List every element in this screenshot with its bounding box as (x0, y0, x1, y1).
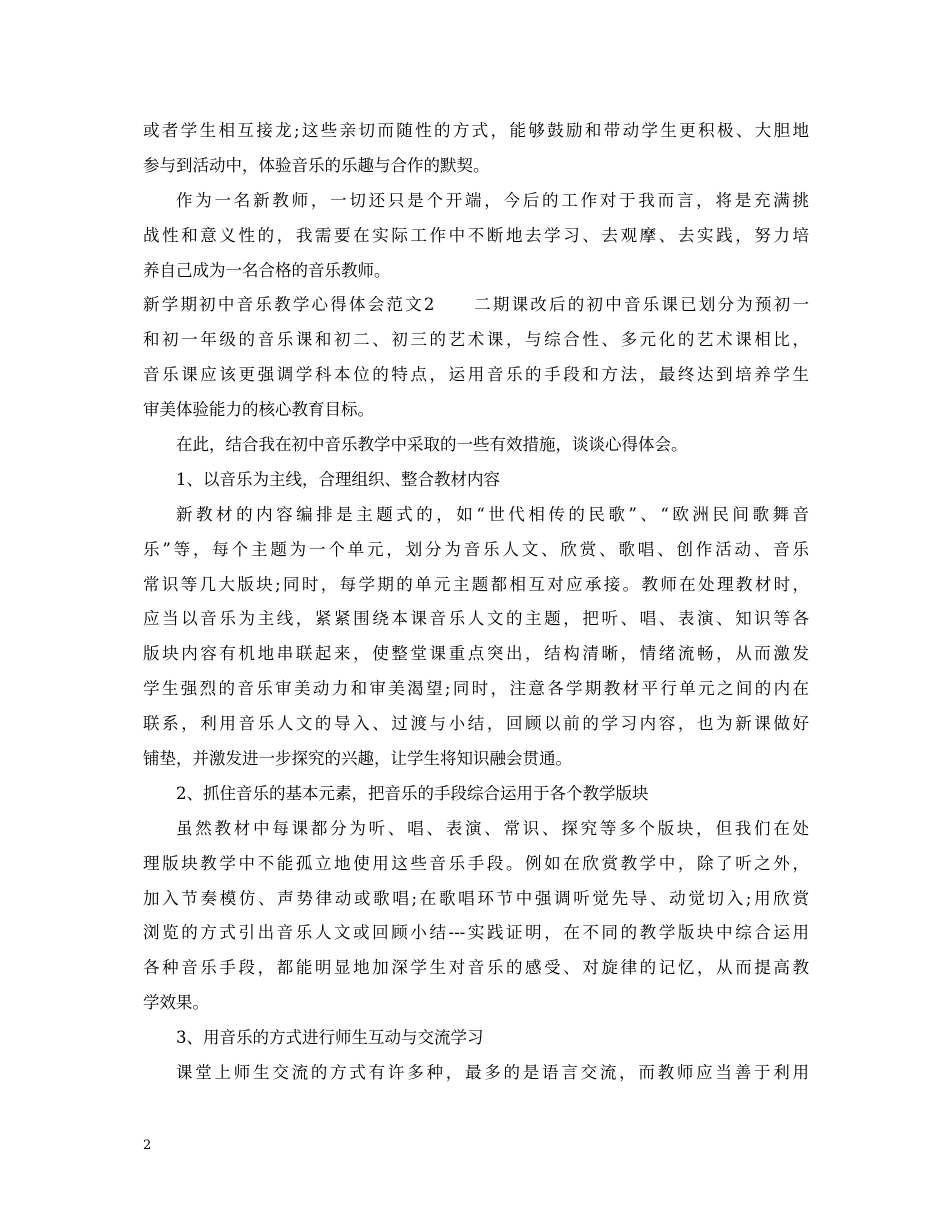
text-line: 虽然教材中每课都分为听、唱、表演、常识、探究等多个版块，但我们在处 (176, 818, 809, 838)
text-line: 新教材的内容编排是主题式的，如“世代相传的民歌”、“欧洲民间歌舞音 (176, 504, 809, 524)
page-number: 2 (143, 1138, 152, 1153)
text-line: 浏览的方式引出音乐人文或回顾小结---实践证明，在不同的教学版块中综合运用 (143, 923, 809, 943)
text-line: 学生强烈的音乐审美动力和审美渴望;同时，注意各学期教材平行单元之间的内在 (143, 679, 809, 699)
text-line: 3、用音乐的方式进行师生互动与交流学习 (176, 1028, 484, 1048)
text-line: 理版块教学中不能孤立地使用这些音乐手段。例如在欣赏教学中，除了听之外， (143, 853, 809, 873)
text-line: 联系，利用音乐人文的导入、过渡与小结，回顾以前的学习内容，也为新课做好 (143, 714, 809, 734)
text-line: 常识等几大版块;同时，每学期的单元主题都相互对应承接。教师在处理教材时， (143, 574, 809, 594)
text-line: 作为一名新教师，一切还只是个开端，今后的工作对于我而言，将是充满挑 (176, 190, 809, 210)
text-line: 或者学生相互接龙;这些亲切而随性的方式，能够鼓励和带动学生更积极、大胆地 (143, 121, 809, 140)
text-line: 版块内容有机地串联起来，使整堂课重点突出，结构清晰，情绪流畅，从而激发 (143, 644, 809, 664)
text-line: 课堂上师生交流的方式有许多种，最多的是语言交流，而教师应当善于利用 (176, 1063, 809, 1083)
text-line: 各种音乐手段，都能明显地加深学生对音乐的感受、对旋律的记忆，从而提高教 (143, 958, 809, 978)
text-line: 和初一年级的音乐课和初二、初三的艺术课，与综合性、多元化的艺术课相比， (143, 330, 809, 350)
text-line: 加入节奏模仿、声势律动或歌唱;在歌唱环节中强调听觉先导、动觉切入;用欣赏 (143, 888, 809, 908)
text-line: 在此，结合我在初中音乐教学中采取的一些有效措施，谈谈心得体会。 (176, 435, 688, 455)
text-line: 应当以音乐为主线，紧紧围绕本课音乐人文的主题，把听、唱、表演、知识等各 (143, 609, 809, 629)
text-line: 新学期初中音乐教学心得体会范文2 二期课改后的初中音乐课已划分为预初一 (143, 295, 809, 315)
text-line: 2、抓住音乐的基本元素，把音乐的手段综合运用于各个教学版块 (176, 783, 649, 803)
text-line: 战性和意义性的，我需要在实际工作中不断地去学习、去观摩、去实践，努力培 (143, 225, 809, 245)
text-line: 1、以音乐为主线，合理组织、整合教材内容 (176, 469, 500, 489)
text-line: 参与到活动中，体验音乐的乐趣与合作的默契。 (143, 155, 490, 175)
text-line: 学效果。 (143, 993, 209, 1013)
text-line: 乐”等，每个主题为一个单元，划分为音乐人文、欣赏、歌唱、创作活动、音乐 (143, 539, 809, 559)
text-line: 审美体验能力的核心教育目标。 (143, 400, 374, 420)
text-line: 音乐课应该更强调学科本位的特点，运用音乐的手段和方法，最终达到培养学生 (143, 365, 809, 385)
body-text (143, 114, 809, 1091)
text-line: 铺垫，并激发进一步探究的兴趣，让学生将知识融会贯通。 (143, 749, 572, 769)
text-line: 养自己成为一名合格的音乐教师。 (143, 260, 391, 280)
